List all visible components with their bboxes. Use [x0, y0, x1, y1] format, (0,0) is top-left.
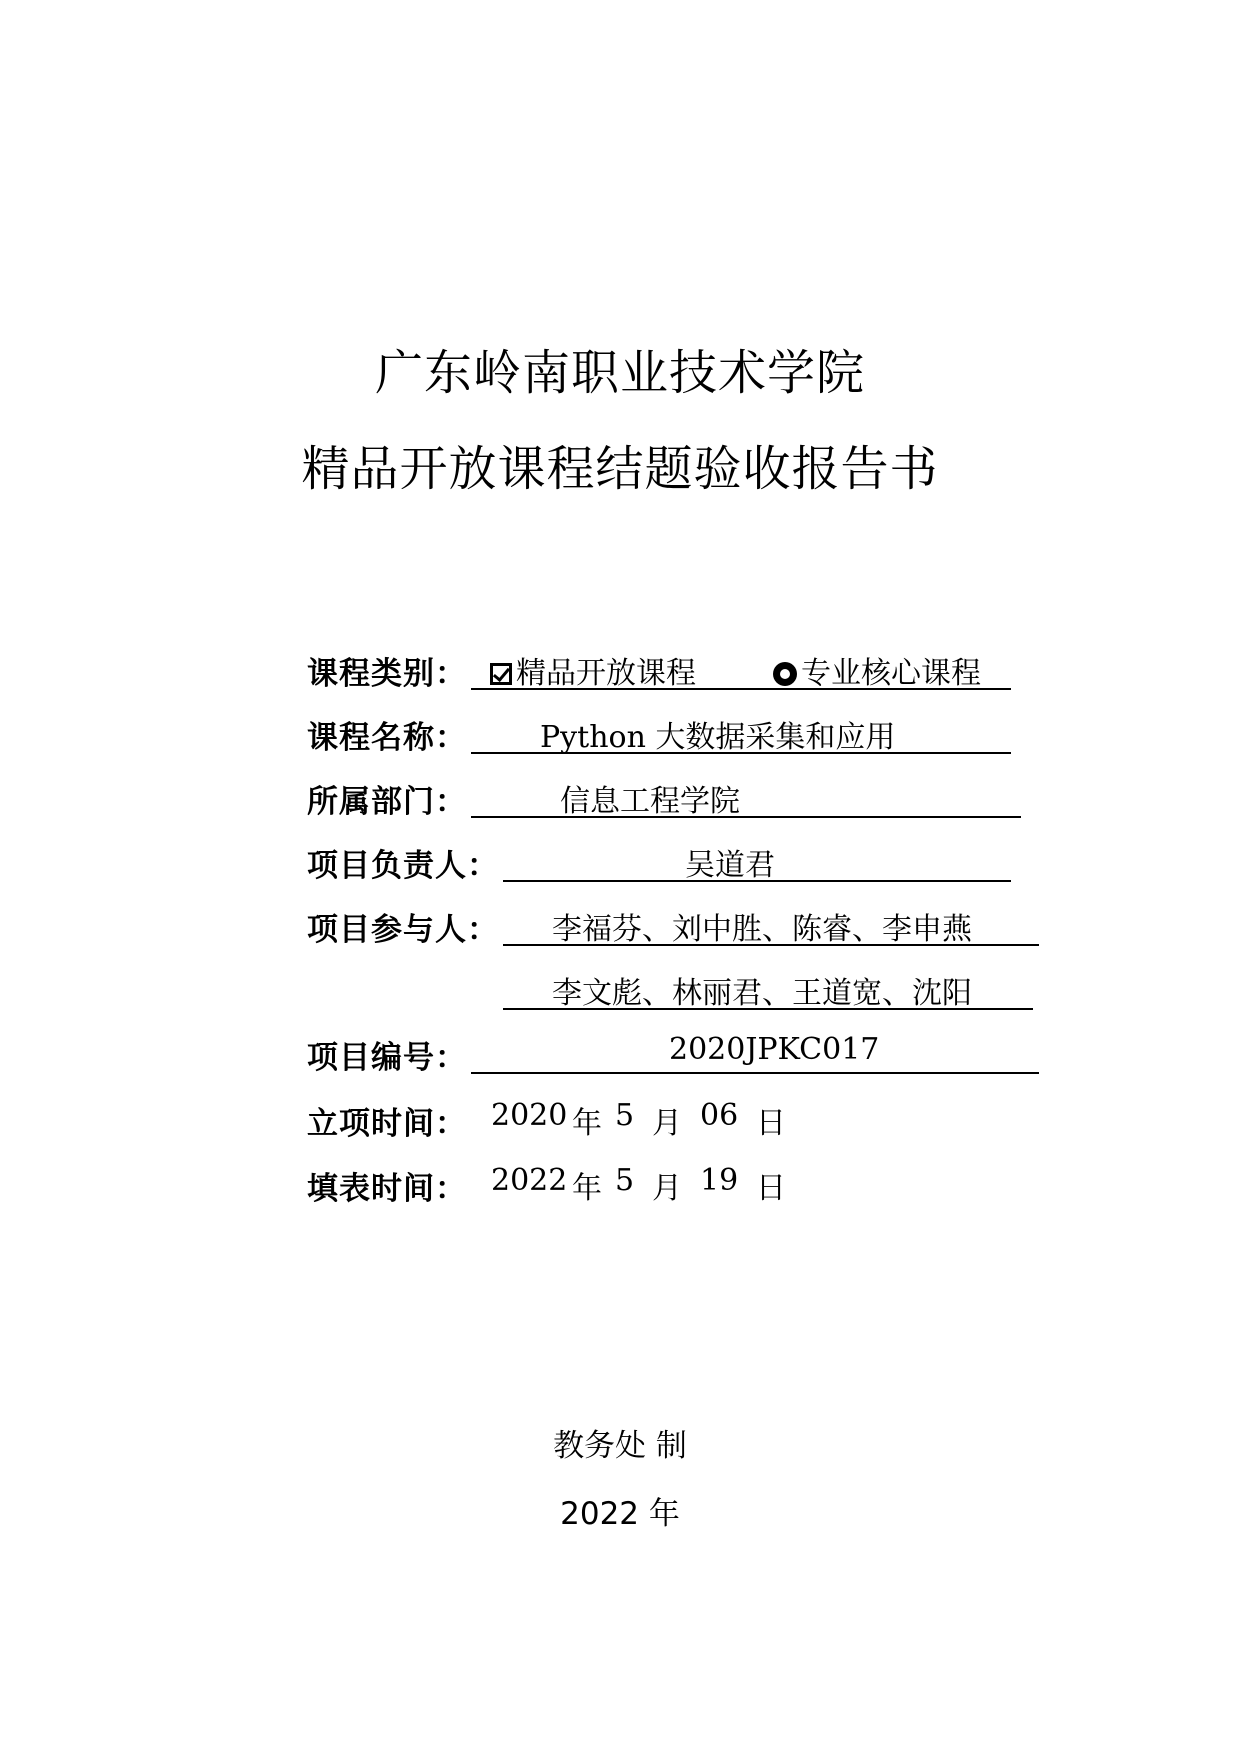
start-date-year: 2020: [491, 1098, 568, 1133]
document-title: 精品开放课程结题验收报告书: [301, 441, 939, 497]
department-value: 信息工程学院: [560, 784, 740, 819]
category-option-2-label: 专业核心课程: [801, 656, 981, 691]
fill-date-day: 19: [700, 1163, 739, 1198]
row-project-number: [307, 1032, 1047, 1080]
start-date-label: 立项时间：: [307, 1106, 467, 1142]
row-project-leader: [307, 840, 1027, 888]
fill-date-month: 5: [615, 1163, 635, 1198]
course-name-value: Python 大数据采集和应用: [540, 720, 896, 755]
fill-date-label: 填表时间：: [307, 1171, 467, 1207]
row-start-date: [307, 1098, 1027, 1146]
category-option-1-label: 精品开放课程: [516, 656, 696, 691]
leader-label: 项目负责人：: [307, 848, 499, 884]
selected-radio-icon[interactable]: [773, 662, 797, 686]
start-date-day: 06: [700, 1098, 739, 1133]
category-option-1[interactable]: [490, 648, 696, 692]
fill-date-month-unit: 月: [652, 1171, 682, 1206]
start-date-month: 5: [615, 1098, 635, 1133]
course-name-label: 课程名称：: [307, 720, 467, 756]
checked-checkbox-icon[interactable]: [490, 663, 512, 685]
leader-value: 吴道君: [685, 848, 775, 883]
fill-date-year: 2022: [491, 1163, 568, 1198]
row-fill-date: [307, 1163, 1027, 1211]
row-course-category: [307, 648, 1027, 696]
issuer-text: 教务处 制: [553, 1428, 687, 1464]
participants-line-2: 李文彪、林丽君、王道宽、沈阳: [552, 976, 972, 1011]
project-number-label: 项目编号：: [307, 1040, 467, 1076]
category-option-2[interactable]: [773, 648, 981, 692]
fill-date-day-unit: 日: [756, 1171, 786, 1206]
institution-title: 广东岭南职业技术学院: [374, 345, 865, 401]
row-participants-continued: [307, 968, 1047, 1016]
department-label: 所属部门：: [307, 784, 467, 820]
start-date-month-unit: 月: [652, 1106, 682, 1141]
row-course-name: [307, 712, 1027, 760]
issue-year: 2022 年: [560, 1496, 680, 1532]
row-participants: [307, 904, 1047, 952]
category-label: 课程类别：: [307, 656, 467, 692]
fill-date-year-unit: 年: [572, 1171, 602, 1206]
participants-label: 项目参与人：: [307, 912, 499, 948]
start-date-day-unit: 日: [756, 1106, 786, 1141]
participants-line-1: 李福芬、刘中胜、陈睿、李申燕: [552, 912, 972, 947]
row-department: [307, 776, 1027, 824]
start-date-year-unit: 年: [572, 1106, 602, 1141]
department-underline: [471, 776, 1021, 818]
project-number-value: 2020JPKC017: [669, 1032, 880, 1067]
